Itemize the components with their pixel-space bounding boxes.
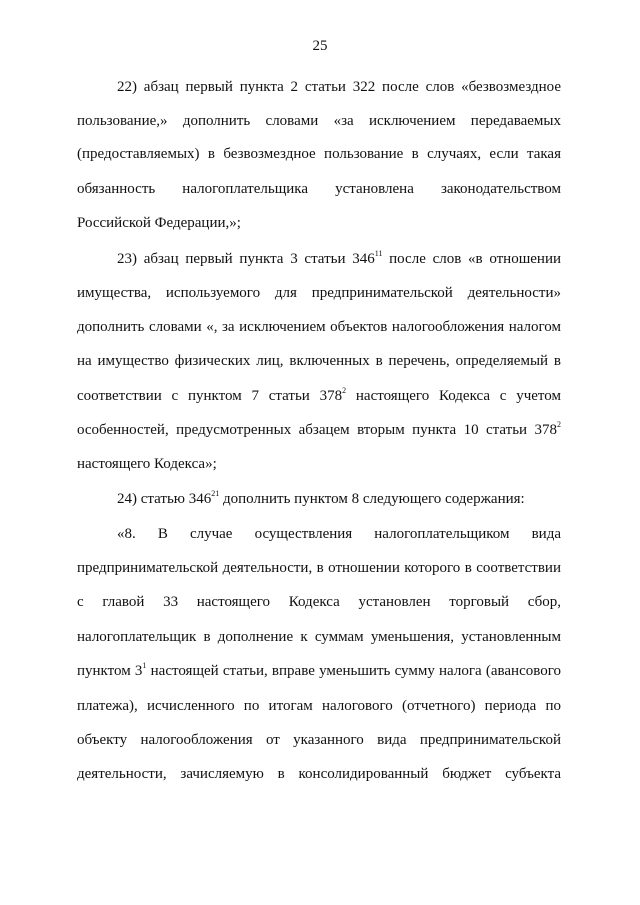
text-fragment: настоящей статьи, вправе уменьшить сумму налога (авансового bbox=[146, 663, 561, 679]
text-fragment: после слов «в отношении bbox=[382, 251, 562, 267]
page-number: 25 bbox=[312, 38, 328, 54]
text-line: на имущество физических лиц, включенных в перечень, определяемый в bbox=[77, 353, 561, 369]
superscript: 1 bbox=[142, 661, 147, 670]
text-line: обязанность налогоплательщика установлена законодательством bbox=[77, 181, 561, 197]
text-line bbox=[117, 490, 561, 508]
text-line: Российской Федерации,»; bbox=[77, 215, 241, 231]
text-line: пользование,» дополнить словами «за исключением передаваемых bbox=[77, 113, 561, 129]
superscript: 2 bbox=[342, 386, 347, 395]
text-line: платежа), исчисленного по итогам налогового (отчетного) периода по bbox=[77, 698, 561, 714]
text-line: дополнить словами «, за исключением объектов налогообложения налогом bbox=[77, 319, 561, 335]
text-fragment: настоящего Кодекса с учетом bbox=[346, 388, 561, 404]
text-line bbox=[77, 421, 561, 439]
text-fragment: дополнить пунктом 8 следующего содержания: bbox=[219, 491, 525, 507]
text-line: налогоплательщик в дополнение к суммам уменьшения, установленным bbox=[77, 629, 561, 645]
text-line: «8. В случае осуществления налогоплательщиком вида bbox=[117, 526, 561, 542]
text-line bbox=[117, 250, 561, 268]
superscript: 11 bbox=[374, 249, 383, 258]
text-line bbox=[77, 662, 561, 680]
text-fragment: 23) абзац первый пункта 3 статьи 346 bbox=[117, 251, 375, 267]
text-fragment: 24) статью 346 bbox=[117, 491, 212, 507]
superscript: 21 bbox=[211, 489, 220, 498]
superscript: 2 bbox=[557, 420, 561, 429]
text-fragment: пунктом 3 bbox=[77, 663, 143, 679]
text-fragment: особенностей, предусмотренных абзацем вторым пункта 10 статьи 378 bbox=[77, 422, 557, 438]
text-fragment: соответствии с пунктом 7 статьи 378 bbox=[77, 388, 343, 404]
text-line: (предоставляемых) в безвозмездное пользование в случаях, если такая bbox=[77, 146, 561, 162]
text-line: с главой 33 настоящего Кодекса установлен торговый сбор, bbox=[77, 594, 561, 610]
text-line: объекту налогообложения от указанного вида предпринимательской bbox=[77, 732, 561, 748]
text-line bbox=[77, 387, 561, 405]
text-line: 22) абзац первый пункта 2 статьи 322 после слов «безвозмездное bbox=[117, 79, 561, 95]
text-line: предпринимательской деятельности, в отношении которого в соответствии bbox=[77, 560, 561, 576]
text-line: имущества, используемого для предпринимательской деятельности» bbox=[77, 285, 561, 301]
text-line: деятельности, зачисляемую в консолидированный бюджет субъекта bbox=[77, 766, 561, 782]
text-line: настоящего Кодекса»; bbox=[77, 456, 217, 472]
